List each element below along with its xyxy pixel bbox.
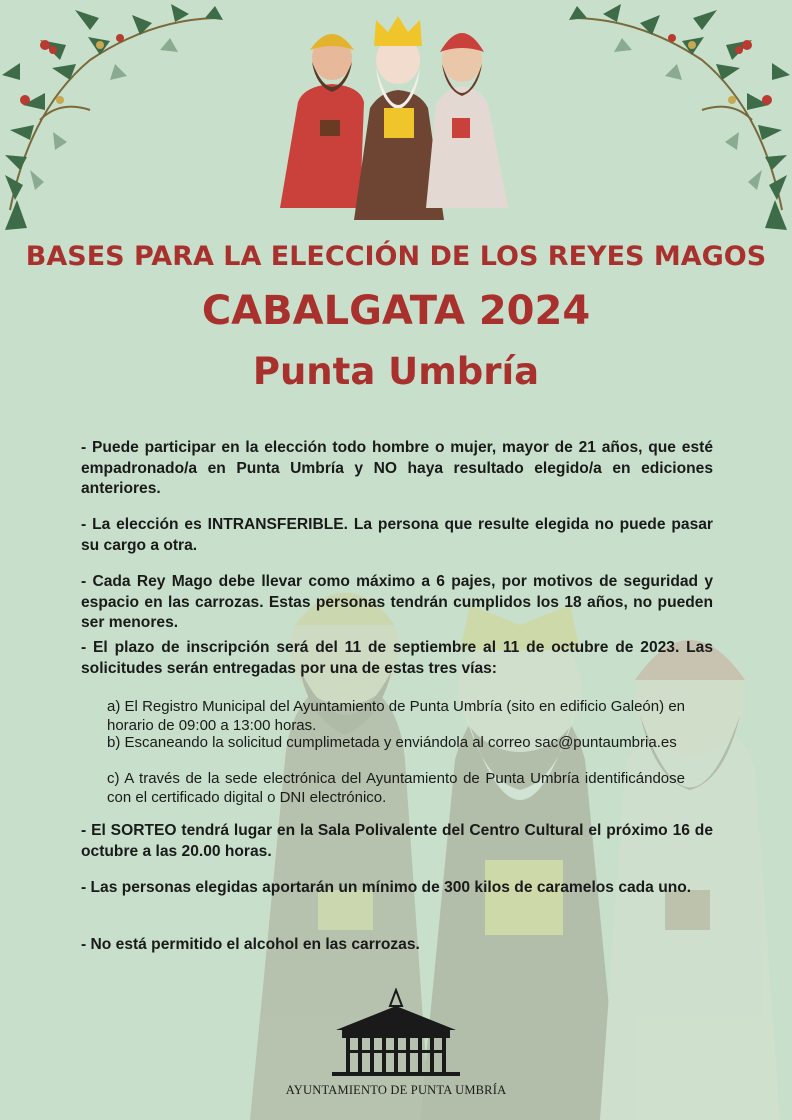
rule-paragraph-registration: - El plazo de inscripción será del 11 de septiembre al 11 de octubre de 2023. Las solicitudes serán entregadas por una de estas tres vías: (81, 639, 713, 677)
holly-garland-icon (0, 0, 230, 230)
registration-option-b: b) Escaneando la solicitud cumplimetada y enviándola al correo sac@puntaumbria.es (107, 734, 677, 751)
rule-paragraph-alcohol: - No está permitido el alcohol en las carrozas. (81, 936, 420, 953)
three-kings-illustration (276, 12, 516, 224)
logo-caption: AYUNTAMIENTO DE PUNTA UMBRÍA (285, 1083, 507, 1097)
registration-option-c: c) A través de la sede electrónica del Ayuntamiento de Punta Umbría identificándose con el certificado digital o DNI electrónico. (107, 770, 685, 807)
page-title: BASES PARA LA ELECCIÓN DE LOS REYES MAGOS (25, 241, 767, 272)
rule-paragraph-draw: - El SORTEO tendrá lugar en la Sala Polivalente del Centro Cultural el próximo 16 de octubre a las 20.00 horas. (81, 822, 713, 860)
town-hall-logo-icon (328, 988, 464, 1076)
registration-option-a: a) El Registro Municipal del Ayuntamiento de Punta Umbría (sito en edificio Galeón) en horario de 09:00 a 13:00 horas. (107, 698, 685, 735)
rule-paragraph-pages: - Cada Rey Mago debe llevar como máximo a 6 pajes, por motivos de seguridad y espacio en las carrozas. Estas personas tendrán cumplidos los 18 años, no pueden ser menores. (81, 573, 713, 631)
rule-paragraph-eligibility: - Puede participar en la elección todo hombre o mujer, mayor de 21 años, que esté empadronado/a en Punta Umbría y NO haya resultado elegido/a en ediciones anteriores. (81, 439, 713, 497)
town-name: Punta Umbría (252, 350, 540, 393)
holly-garland-icon (562, 0, 792, 230)
rule-paragraph-candy: - Las personas elegidas aportarán un mínimo de 300 kilos de caramelos cada uno. (81, 879, 692, 896)
rule-paragraph-nontransferable: - La elección es INTRANSFERIBLE. La persona que resulte elegida no puede pasar su cargo a otra. (81, 516, 713, 554)
event-title: CABALGATA 2024 (201, 288, 591, 334)
